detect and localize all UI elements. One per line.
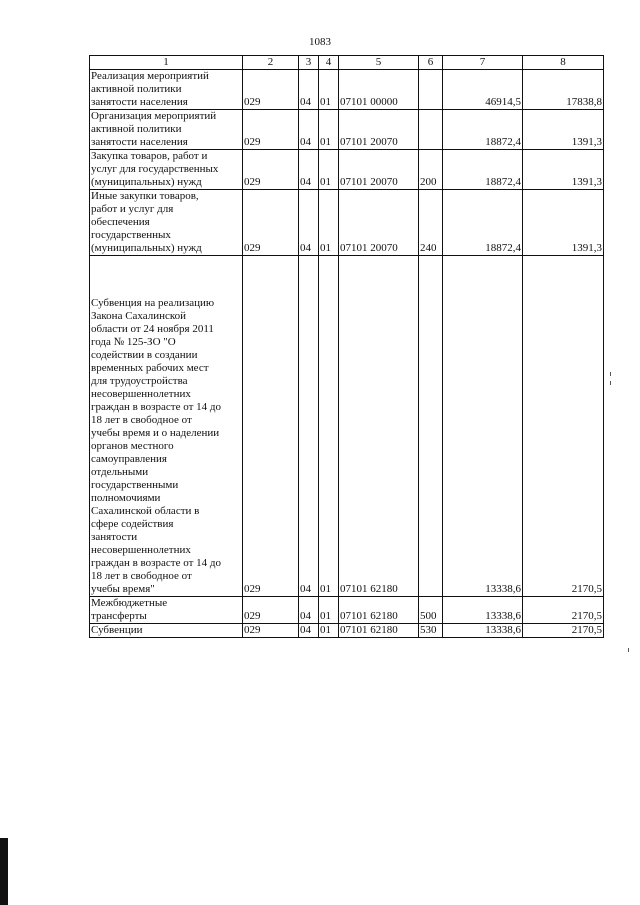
cell-target: 07101 20070: [339, 150, 419, 190]
cell-name: [90, 597, 243, 624]
table-body: [90, 70, 604, 638]
name-line: самоуправления: [91, 453, 167, 465]
name-line: Иные закупки товаров,: [91, 190, 199, 202]
cell-name: [90, 624, 243, 638]
cell-section: 04: [299, 70, 319, 110]
name-line: занятости населения: [91, 96, 188, 108]
name-line: для трудоустройства: [91, 375, 188, 387]
cell-ministry: 029: [243, 624, 299, 638]
cell-type: 200: [419, 150, 443, 190]
name-line: учебы время и о наделении: [91, 427, 220, 439]
table-row: [90, 70, 604, 110]
name-line: Организация мероприятий: [91, 110, 217, 122]
cell-amount-2: 2170,5: [523, 597, 604, 624]
table-row: [90, 190, 604, 256]
cell-section: 04: [299, 110, 319, 150]
cell-type: [419, 256, 443, 597]
cell-type: 500: [419, 597, 443, 624]
name-line: органов местного: [91, 440, 174, 452]
cell-amount-1: 18872,4: [443, 150, 523, 190]
cell-subsection: 01: [319, 150, 339, 190]
cell-type: [419, 110, 443, 150]
cell-amount-1: 13338,6: [443, 256, 523, 597]
name-line: Субвенция на реализацию: [91, 297, 215, 309]
name-line: активной политики: [91, 123, 182, 135]
scan-speck: [610, 381, 611, 385]
cell-name: [90, 110, 243, 150]
name-line: Субвенции: [91, 624, 143, 636]
name-line: активной политики: [91, 83, 182, 95]
header-col-3: 3: [299, 56, 319, 70]
cell-ministry: 029: [243, 70, 299, 110]
name-line: услуг для государственных: [91, 163, 219, 175]
cell-amount-2: 1391,3: [523, 190, 604, 256]
cell-subsection: 01: [319, 110, 339, 150]
cell-target: 07101 62180: [339, 624, 419, 638]
cell-subsection: 01: [319, 190, 339, 256]
cell-amount-2: 1391,3: [523, 150, 604, 190]
cell-amount-1: 13338,6: [443, 597, 523, 624]
name-line: граждан в возрасте от 14 до: [91, 557, 221, 569]
cell-target: 07101 62180: [339, 597, 419, 624]
table-row: [90, 110, 604, 150]
name-line: занятости: [91, 531, 138, 543]
name-line: сфере содействия: [91, 518, 174, 530]
cell-ministry: 029: [243, 150, 299, 190]
cell-section: 04: [299, 256, 319, 597]
cell-amount-1: 13338,6: [443, 624, 523, 638]
cell-section: 04: [299, 624, 319, 638]
name-line: 18 лет в свободное от: [91, 414, 192, 426]
name-line: Закупка товаров, работ и: [91, 150, 208, 162]
name-line: граждан в возрасте от 14 до: [91, 401, 221, 413]
cell-type: 530: [419, 624, 443, 638]
cell-target: 07101 00000: [339, 70, 419, 110]
name-line: несовершеннолетних: [91, 544, 191, 556]
cell-section: 04: [299, 190, 319, 256]
cell-target: 07101 20070: [339, 190, 419, 256]
cell-name: [90, 150, 243, 190]
cell-subsection: 01: [319, 70, 339, 110]
name-line: 18 лет в свободное от: [91, 570, 192, 582]
name-line: трансферты: [91, 610, 147, 622]
name-line: несовершеннолетних: [91, 388, 191, 400]
name-line: временных рабочих мест: [91, 362, 209, 374]
cell-ministry: 029: [243, 597, 299, 624]
name-line: Межбюджетные: [91, 597, 168, 609]
header-col-8: 8: [523, 56, 604, 70]
cell-amount-2: 2170,5: [523, 256, 604, 597]
cell-ministry: 029: [243, 190, 299, 256]
table-row: [90, 150, 604, 190]
cell-ministry: 029: [243, 110, 299, 150]
name-line: года № 125-ЗО "О: [91, 336, 176, 348]
cell-subsection: 01: [319, 624, 339, 638]
name-line: содействии в создании: [91, 349, 198, 361]
cell-target: 07101 20070: [339, 110, 419, 150]
cell-amount-1: 18872,4: [443, 190, 523, 256]
cell-amount-1: 46914,5: [443, 70, 523, 110]
name-line: Закона Сахалинской: [91, 310, 187, 322]
page-number: 1083: [309, 36, 331, 48]
budget-table: [89, 55, 604, 638]
table-row: [90, 256, 604, 597]
name-line: государственных: [91, 229, 171, 241]
cell-name: [90, 256, 243, 597]
cell-amount-2: 2170,5: [523, 624, 604, 638]
cell-amount-2: 1391,3: [523, 110, 604, 150]
cell-name: [90, 70, 243, 110]
cell-ministry: 029: [243, 256, 299, 597]
header-col-5: 5: [339, 56, 419, 70]
scan-speck: [610, 372, 611, 376]
header-col-7: 7: [443, 56, 523, 70]
header-row: [90, 56, 604, 70]
table-row: [90, 624, 604, 638]
cell-target: 07101 62180: [339, 256, 419, 597]
cell-amount-2: 17838,8: [523, 70, 604, 110]
name-line: области от 24 ноября 2011: [91, 323, 214, 335]
table-row: [90, 597, 604, 624]
name-line: Сахалинской области в: [91, 505, 200, 517]
name-line: государственными: [91, 479, 179, 491]
name-line: занятости населения: [91, 136, 188, 148]
name-line: полномочиями: [91, 492, 161, 504]
cell-subsection: 01: [319, 597, 339, 624]
header-col-2: 2: [243, 56, 299, 70]
scan-speck: [628, 648, 629, 652]
header-col-1: 1: [90, 56, 243, 70]
name-line: работ и услуг для: [91, 203, 174, 215]
name-line: (муниципальных) нужд: [91, 176, 202, 188]
cell-name: [90, 190, 243, 256]
name-line: (муниципальных) нужд: [91, 242, 202, 254]
name-line: Реализация мероприятий: [91, 70, 209, 82]
cell-section: 04: [299, 150, 319, 190]
header-col-4: 4: [319, 56, 339, 70]
name-line: отдельными: [91, 466, 149, 478]
name-line: учебы время": [91, 583, 155, 595]
header-col-6: 6: [419, 56, 443, 70]
scan-edge-mark: [0, 838, 8, 905]
cell-type: 240: [419, 190, 443, 256]
name-line: обеспечения: [91, 216, 150, 228]
cell-section: 04: [299, 597, 319, 624]
cell-subsection: 01: [319, 256, 339, 597]
cell-amount-1: 18872,4: [443, 110, 523, 150]
cell-type: [419, 70, 443, 110]
